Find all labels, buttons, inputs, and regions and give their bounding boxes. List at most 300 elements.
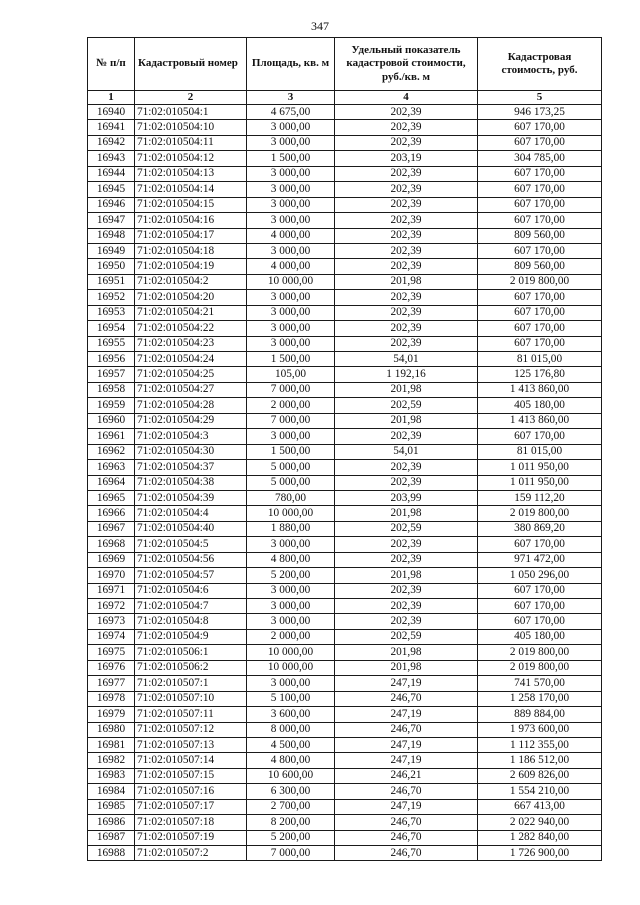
cell-unit-value: 246,70	[335, 846, 478, 861]
cell-cadastral-value: 607 170,00	[478, 537, 602, 552]
table-row	[88, 228, 602, 243]
column-number: 2	[135, 91, 247, 105]
cell-area: 3 000,00	[247, 213, 335, 228]
cell-cadastral-number: 71:02:010504:11	[135, 135, 247, 150]
cell-cadastral-number: 71:02:010507:13	[135, 737, 247, 752]
cell-row-number: 16977	[88, 676, 135, 691]
column-number: 1	[88, 91, 135, 105]
cell-cadastral-value: 607 170,00	[478, 182, 602, 197]
cell-area: 10 000,00	[247, 645, 335, 660]
cell-row-number: 16987	[88, 830, 135, 845]
cell-area: 3 000,00	[247, 676, 335, 691]
cell-unit-value: 202,39	[335, 599, 478, 614]
cell-row-number: 16988	[88, 846, 135, 861]
cell-area: 3 000,00	[247, 583, 335, 598]
cell-row-number: 16947	[88, 213, 135, 228]
cell-unit-value: 202,39	[335, 614, 478, 629]
cell-cadastral-value: 809 560,00	[478, 228, 602, 243]
cell-unit-value: 201,98	[335, 382, 478, 397]
cell-unit-value: 202,39	[335, 213, 478, 228]
table-row	[88, 490, 602, 505]
cell-unit-value: 246,21	[335, 768, 478, 783]
cell-area: 3 000,00	[247, 614, 335, 629]
cell-unit-value: 246,70	[335, 784, 478, 799]
table-row	[88, 367, 602, 382]
cell-row-number: 16942	[88, 135, 135, 150]
cell-row-number: 16954	[88, 321, 135, 336]
table-row	[88, 197, 602, 212]
cell-area: 3 600,00	[247, 707, 335, 722]
cell-cadastral-value: 405 180,00	[478, 398, 602, 413]
table-row	[88, 444, 602, 459]
cell-cadastral-value: 1 413 860,00	[478, 382, 602, 397]
table-row	[88, 815, 602, 830]
cell-unit-value: 202,39	[335, 228, 478, 243]
table-row	[88, 784, 602, 799]
cell-cadastral-number: 71:02:010506:1	[135, 645, 247, 660]
table-row	[88, 614, 602, 629]
cell-cadastral-number: 71:02:010504:8	[135, 614, 247, 629]
cell-cadastral-value: 607 170,00	[478, 135, 602, 150]
cell-cadastral-value: 809 560,00	[478, 259, 602, 274]
table-row	[88, 537, 602, 552]
cell-row-number: 16972	[88, 599, 135, 614]
cell-area: 2 700,00	[247, 799, 335, 814]
cell-row-number: 16965	[88, 490, 135, 505]
cell-area: 3 000,00	[247, 336, 335, 351]
cell-unit-value: 201,98	[335, 413, 478, 428]
cell-cadastral-number: 71:02:010504:3	[135, 429, 247, 444]
cell-area: 4 800,00	[247, 552, 335, 567]
cell-row-number: 16964	[88, 475, 135, 490]
cell-unit-value: 202,39	[335, 537, 478, 552]
cell-row-number: 16949	[88, 243, 135, 258]
cell-row-number: 16944	[88, 166, 135, 181]
cell-cadastral-value: 81 015,00	[478, 444, 602, 459]
table-row	[88, 629, 602, 644]
cell-unit-value: 54,01	[335, 352, 478, 367]
table-row	[88, 737, 602, 752]
cell-unit-value: 202,59	[335, 521, 478, 536]
cell-area: 780,00	[247, 490, 335, 505]
cell-cadastral-number: 71:02:010504:23	[135, 336, 247, 351]
cell-cadastral-number: 71:02:010504:7	[135, 599, 247, 614]
cell-row-number: 16984	[88, 784, 135, 799]
cell-cadastral-value: 1 413 860,00	[478, 413, 602, 428]
table-row	[88, 352, 602, 367]
header-cadastral-value: Кадастровая стоимость, руб.	[478, 38, 602, 91]
cell-unit-value: 246,70	[335, 815, 478, 830]
cell-unit-value: 202,39	[335, 321, 478, 336]
cell-cadastral-value: 607 170,00	[478, 321, 602, 336]
cell-cadastral-number: 71:02:010504:10	[135, 120, 247, 135]
cell-cadastral-value: 81 015,00	[478, 352, 602, 367]
table-row	[88, 120, 602, 135]
cell-row-number: 16946	[88, 197, 135, 212]
cell-cadastral-value: 607 170,00	[478, 197, 602, 212]
cell-row-number: 16971	[88, 583, 135, 598]
cell-row-number: 16982	[88, 753, 135, 768]
cell-area: 1 500,00	[247, 444, 335, 459]
cell-cadastral-value: 607 170,00	[478, 243, 602, 258]
cell-cadastral-number: 71:02:010504:24	[135, 352, 247, 367]
table-row	[88, 182, 602, 197]
table-header-row	[88, 38, 602, 91]
cell-area: 10 000,00	[247, 506, 335, 521]
cell-cadastral-value: 2 022 940,00	[478, 815, 602, 830]
cell-cadastral-number: 71:02:010504:56	[135, 552, 247, 567]
cell-row-number: 16959	[88, 398, 135, 413]
header-cadastral-number: Кадастровый номер	[135, 38, 247, 91]
cell-cadastral-number: 71:02:010504:22	[135, 321, 247, 336]
column-number: 3	[247, 91, 335, 105]
table-row	[88, 599, 602, 614]
cell-cadastral-value: 607 170,00	[478, 583, 602, 598]
cell-area: 3 000,00	[247, 182, 335, 197]
cell-area: 3 000,00	[247, 120, 335, 135]
cell-row-number: 16967	[88, 521, 135, 536]
cell-row-number: 16974	[88, 629, 135, 644]
cell-cadastral-number: 71:02:010504:40	[135, 521, 247, 536]
table-row	[88, 722, 602, 737]
table-row	[88, 846, 602, 861]
cell-unit-value: 1 192,16	[335, 367, 478, 382]
cell-row-number: 16970	[88, 568, 135, 583]
table-row	[88, 568, 602, 583]
cell-cadastral-number: 71:02:010507:2	[135, 846, 247, 861]
cadastral-value-table	[87, 37, 602, 861]
cell-cadastral-number: 71:02:010507:1	[135, 676, 247, 691]
table-row	[88, 321, 602, 336]
table-row	[88, 213, 602, 228]
cell-area: 3 000,00	[247, 135, 335, 150]
cell-cadastral-number: 71:02:010507:17	[135, 799, 247, 814]
cell-cadastral-number: 71:02:010507:19	[135, 830, 247, 845]
table-row	[88, 830, 602, 845]
table-row	[88, 475, 602, 490]
cell-area: 3 000,00	[247, 305, 335, 320]
cell-cadastral-value: 1 011 950,00	[478, 475, 602, 490]
cell-unit-value: 201,98	[335, 568, 478, 583]
table-row	[88, 382, 602, 397]
header-unit-value: Удельный показатель кадастровой стоимости, руб./кв. м	[335, 38, 478, 91]
cell-unit-value: 201,98	[335, 645, 478, 660]
table-row	[88, 506, 602, 521]
cell-area: 5 100,00	[247, 691, 335, 706]
cell-unit-value: 201,98	[335, 274, 478, 289]
table-row	[88, 521, 602, 536]
cell-row-number: 16957	[88, 367, 135, 382]
cell-cadastral-number: 71:02:010504:12	[135, 151, 247, 166]
cell-row-number: 16962	[88, 444, 135, 459]
cell-cadastral-value: 159 112,20	[478, 490, 602, 505]
cell-area: 4 800,00	[247, 753, 335, 768]
cell-area: 1 500,00	[247, 352, 335, 367]
cell-cadastral-value: 889 884,00	[478, 707, 602, 722]
cell-area: 4 675,00	[247, 105, 335, 120]
cell-unit-value: 202,39	[335, 475, 478, 490]
cell-cadastral-value: 1 554 210,00	[478, 784, 602, 799]
cell-cadastral-value: 607 170,00	[478, 213, 602, 228]
cell-unit-value: 202,59	[335, 398, 478, 413]
cell-row-number: 16975	[88, 645, 135, 660]
cell-area: 2 000,00	[247, 398, 335, 413]
cell-unit-value: 202,39	[335, 290, 478, 305]
cell-unit-value: 202,39	[335, 460, 478, 475]
table-row	[88, 151, 602, 166]
cell-cadastral-number: 71:02:010504:14	[135, 182, 247, 197]
header-area: Площадь, кв. м	[247, 38, 335, 91]
cell-cadastral-value: 1 258 170,00	[478, 691, 602, 706]
table-row	[88, 676, 602, 691]
cell-cadastral-number: 71:02:010504:25	[135, 367, 247, 382]
cell-area: 5 200,00	[247, 568, 335, 583]
table-row	[88, 166, 602, 181]
table-row	[88, 398, 602, 413]
cell-area: 2 000,00	[247, 629, 335, 644]
cell-row-number: 16978	[88, 691, 135, 706]
cell-unit-value: 202,39	[335, 552, 478, 567]
cell-area: 5 000,00	[247, 475, 335, 490]
cell-cadastral-value: 607 170,00	[478, 336, 602, 351]
cell-area: 3 000,00	[247, 197, 335, 212]
cell-cadastral-number: 71:02:010504:4	[135, 506, 247, 521]
cell-row-number: 16945	[88, 182, 135, 197]
cell-cadastral-number: 71:02:010507:16	[135, 784, 247, 799]
cell-cadastral-number: 71:02:010507:15	[135, 768, 247, 783]
cell-row-number: 16973	[88, 614, 135, 629]
cell-unit-value: 203,19	[335, 151, 478, 166]
cell-cadastral-number: 71:02:010506:2	[135, 660, 247, 675]
cell-unit-value: 203,99	[335, 490, 478, 505]
cell-cadastral-number: 71:02:010504:39	[135, 490, 247, 505]
table-row	[88, 413, 602, 428]
cell-unit-value: 246,70	[335, 722, 478, 737]
cell-area: 3 000,00	[247, 166, 335, 181]
cell-cadastral-number: 71:02:010504:13	[135, 166, 247, 181]
cell-row-number: 16941	[88, 120, 135, 135]
cell-cadastral-number: 71:02:010504:2	[135, 274, 247, 289]
cell-cadastral-number: 71:02:010504:38	[135, 475, 247, 490]
cell-area: 8 000,00	[247, 722, 335, 737]
cell-cadastral-value: 2 019 800,00	[478, 660, 602, 675]
cell-row-number: 16961	[88, 429, 135, 444]
cell-unit-value: 247,19	[335, 799, 478, 814]
header-row-number: № п/п	[88, 38, 135, 91]
cell-unit-value: 201,98	[335, 506, 478, 521]
table-row	[88, 336, 602, 351]
column-number: 4	[335, 91, 478, 105]
cell-area: 6 300,00	[247, 784, 335, 799]
cell-area: 4 000,00	[247, 259, 335, 274]
cell-row-number: 16966	[88, 506, 135, 521]
cell-area: 3 000,00	[247, 599, 335, 614]
table-row	[88, 274, 602, 289]
cell-area: 7 000,00	[247, 846, 335, 861]
cell-unit-value: 247,19	[335, 707, 478, 722]
cell-cadastral-value: 1 011 950,00	[478, 460, 602, 475]
cell-area: 3 000,00	[247, 429, 335, 444]
cell-unit-value: 202,39	[335, 120, 478, 135]
cell-area: 3 000,00	[247, 321, 335, 336]
cell-cadastral-value: 607 170,00	[478, 614, 602, 629]
table-row	[88, 460, 602, 475]
cell-unit-value: 202,39	[335, 259, 478, 274]
cell-area: 3 000,00	[247, 290, 335, 305]
cell-cadastral-value: 405 180,00	[478, 629, 602, 644]
cell-cadastral-number: 71:02:010504:29	[135, 413, 247, 428]
cell-cadastral-number: 71:02:010504:37	[135, 460, 247, 475]
cell-row-number: 16986	[88, 815, 135, 830]
cell-unit-value: 202,39	[335, 197, 478, 212]
table-row	[88, 429, 602, 444]
cell-cadastral-value: 1 112 355,00	[478, 737, 602, 752]
cell-area: 3 000,00	[247, 243, 335, 258]
cell-row-number: 16963	[88, 460, 135, 475]
cell-area: 8 200,00	[247, 815, 335, 830]
table-row	[88, 768, 602, 783]
cell-cadastral-number: 71:02:010507:14	[135, 753, 247, 768]
cell-cadastral-number: 71:02:010504:20	[135, 290, 247, 305]
cell-area: 4 500,00	[247, 737, 335, 752]
table-row	[88, 691, 602, 706]
table-row	[88, 753, 602, 768]
cell-unit-value: 202,39	[335, 182, 478, 197]
cell-row-number: 16952	[88, 290, 135, 305]
cell-unit-value: 202,39	[335, 336, 478, 351]
table-row	[88, 290, 602, 305]
table-row	[88, 259, 602, 274]
cell-cadastral-number: 71:02:010504:5	[135, 537, 247, 552]
cell-row-number: 16968	[88, 537, 135, 552]
cell-unit-value: 247,19	[335, 676, 478, 691]
cell-row-number: 16969	[88, 552, 135, 567]
cell-cadastral-number: 71:02:010504:19	[135, 259, 247, 274]
cell-cadastral-number: 71:02:010504:28	[135, 398, 247, 413]
cell-cadastral-value: 125 176,80	[478, 367, 602, 382]
cell-area: 10 000,00	[247, 274, 335, 289]
cell-cadastral-value: 380 869,20	[478, 521, 602, 536]
cell-row-number: 16976	[88, 660, 135, 675]
cell-row-number: 16983	[88, 768, 135, 783]
cell-unit-value: 201,98	[335, 660, 478, 675]
cell-area: 5 000,00	[247, 460, 335, 475]
cell-unit-value: 202,59	[335, 629, 478, 644]
cell-unit-value: 246,70	[335, 830, 478, 845]
cell-row-number: 16950	[88, 259, 135, 274]
cell-cadastral-value: 1 050 296,00	[478, 568, 602, 583]
cell-area: 7 000,00	[247, 413, 335, 428]
cell-cadastral-number: 71:02:010504:17	[135, 228, 247, 243]
cell-row-number: 16985	[88, 799, 135, 814]
cell-area: 10 600,00	[247, 768, 335, 783]
cell-cadastral-value: 741 570,00	[478, 676, 602, 691]
cell-cadastral-number: 71:02:010507:11	[135, 707, 247, 722]
cell-cadastral-number: 71:02:010504:6	[135, 583, 247, 598]
cell-unit-value: 54,01	[335, 444, 478, 459]
cell-unit-value: 202,39	[335, 166, 478, 181]
cell-unit-value: 202,39	[335, 105, 478, 120]
cell-cadastral-number: 71:02:010504:18	[135, 243, 247, 258]
cell-unit-value: 247,19	[335, 753, 478, 768]
cell-unit-value: 246,70	[335, 691, 478, 706]
cell-row-number: 16980	[88, 722, 135, 737]
cell-cadastral-number: 71:02:010504:16	[135, 213, 247, 228]
table-row	[88, 305, 602, 320]
cell-cadastral-number: 71:02:010504:21	[135, 305, 247, 320]
cell-cadastral-number: 71:02:010504:57	[135, 568, 247, 583]
cell-cadastral-number: 71:02:010504:27	[135, 382, 247, 397]
table-row	[88, 660, 602, 675]
cell-area: 4 000,00	[247, 228, 335, 243]
cell-cadastral-value: 1 973 600,00	[478, 722, 602, 737]
table-row	[88, 707, 602, 722]
cell-unit-value: 202,39	[335, 429, 478, 444]
cell-cadastral-number: 71:02:010507:18	[135, 815, 247, 830]
page-number: 347	[311, 19, 329, 33]
cell-cadastral-number: 71:02:010507:10	[135, 691, 247, 706]
cell-cadastral-value: 304 785,00	[478, 151, 602, 166]
cell-row-number: 16958	[88, 382, 135, 397]
cell-unit-value: 247,19	[335, 737, 478, 752]
table-row	[88, 135, 602, 150]
cell-cadastral-number: 71:02:010504:30	[135, 444, 247, 459]
cell-area: 7 000,00	[247, 382, 335, 397]
cell-row-number: 16951	[88, 274, 135, 289]
cell-unit-value: 202,39	[335, 135, 478, 150]
cell-cadastral-value: 607 170,00	[478, 599, 602, 614]
table-row	[88, 243, 602, 258]
cell-cadastral-number: 71:02:010504:1	[135, 105, 247, 120]
cell-cadastral-value: 1 726 900,00	[478, 846, 602, 861]
table-row	[88, 645, 602, 660]
cell-area: 105,00	[247, 367, 335, 382]
table-row	[88, 799, 602, 814]
cell-area: 5 200,00	[247, 830, 335, 845]
table-row	[88, 552, 602, 567]
column-number-row	[88, 91, 602, 105]
cell-row-number: 16956	[88, 352, 135, 367]
cell-cadastral-value: 2 019 800,00	[478, 645, 602, 660]
cell-cadastral-value: 607 170,00	[478, 290, 602, 305]
cell-cadastral-value: 607 170,00	[478, 429, 602, 444]
cell-row-number: 16979	[88, 707, 135, 722]
table-body	[88, 105, 602, 861]
cell-cadastral-value: 2 019 800,00	[478, 506, 602, 521]
column-number: 5	[478, 91, 602, 105]
cell-area: 10 000,00	[247, 660, 335, 675]
cell-cadastral-value: 971 472,00	[478, 552, 602, 567]
cell-cadastral-value: 667 413,00	[478, 799, 602, 814]
cell-cadastral-value: 607 170,00	[478, 120, 602, 135]
cell-area: 1 500,00	[247, 151, 335, 166]
cell-row-number: 16981	[88, 737, 135, 752]
cell-row-number: 16955	[88, 336, 135, 351]
cell-cadastral-value: 2 019 800,00	[478, 274, 602, 289]
cell-area: 1 880,00	[247, 521, 335, 536]
cell-unit-value: 202,39	[335, 305, 478, 320]
cell-cadastral-value: 2 609 826,00	[478, 768, 602, 783]
cell-area: 3 000,00	[247, 537, 335, 552]
cell-row-number: 16943	[88, 151, 135, 166]
cell-cadastral-value: 1 282 840,00	[478, 830, 602, 845]
cell-cadastral-value: 607 170,00	[478, 166, 602, 181]
cell-unit-value: 202,39	[335, 243, 478, 258]
cell-row-number: 16953	[88, 305, 135, 320]
cell-cadastral-number: 71:02:010504:15	[135, 197, 247, 212]
cell-row-number: 16948	[88, 228, 135, 243]
cell-unit-value: 202,39	[335, 583, 478, 598]
